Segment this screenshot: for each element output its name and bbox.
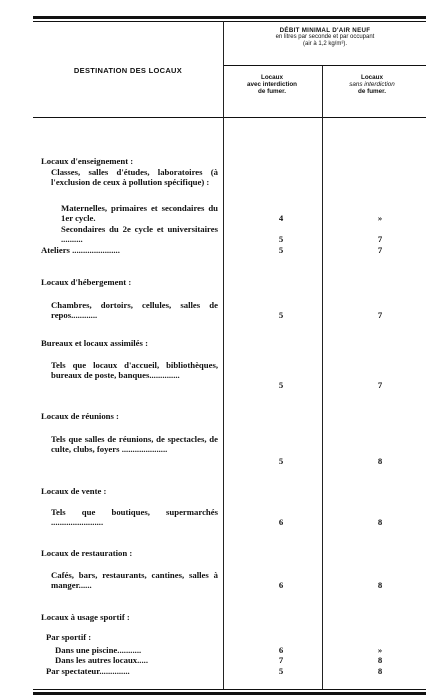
row-label: Ateliers ...................... [41,245,120,255]
top-rule-thin [33,21,426,22]
row-label: Locaux d'enseignement : [41,156,134,166]
value-without-ban: » [377,213,383,223]
value-with-ban: 6 [278,645,284,655]
header-destination: DESTINATION DES LOCAUX [73,66,183,75]
row-label: Tels que boutiques, supermarchés ........................ [51,507,218,527]
header-col2-line2: sans interdiction [349,81,395,89]
row-label: Secondaires du 2e cycle et universitaires .......... [61,224,218,244]
value-with-ban: 5 [278,245,284,255]
header-col-without-ban [322,74,422,96]
header-col2-line3: de fumer. [358,88,386,96]
row-label: Maternelles, primaires et secondaires du 1er cycle. [61,203,218,223]
row-label: Tels que salles de réunions, de spectacles, de culte, clubs, foyers ..................... [51,434,218,454]
row-label: Dans une piscine........... [55,645,142,655]
column-divider-1 [223,21,224,690]
value-with-ban: 5 [278,380,284,390]
bottom-rule-thin [33,689,426,690]
row-label: Locaux de vente : [41,486,107,496]
value-with-ban: 7 [278,655,284,665]
header-col1-line3: de fumer. [258,88,286,96]
header-debit-sub1: en litres par seconde et par occupant [275,34,375,41]
header-debit [224,27,426,48]
header-col1-line2: avec interdiction [246,81,298,89]
row-label: Classes, salles d'études, laboratoires (à l'exclusion de ceux à pollution spécifique) : [51,167,218,187]
row-label: Cafés, bars, restaurants, cantines, salles à manger...... [51,570,218,590]
header-debit-sub2: (air à 1,2 kg/m³). [302,41,347,48]
value-with-ban: 5 [278,456,284,466]
value-without-ban: 8 [377,666,383,676]
value-without-ban: 8 [377,517,383,527]
row-label: Chambres, dortoirs, cellules, salles de repos............ [51,300,218,320]
value-with-ban: 5 [278,666,284,676]
value-without-ban: 8 [377,580,383,590]
top-rule-thick [33,16,426,19]
value-without-ban: 7 [377,245,383,255]
value-with-ban: 6 [278,517,284,527]
row-label: Locaux de réunions : [41,411,119,421]
column-divider-2 [322,66,323,690]
value-without-ban: » [377,645,383,655]
header-bottom-rule [33,117,426,118]
row-label: Bureaux et locaux assimilés : [41,338,148,348]
value-with-ban: 6 [278,580,284,590]
header-col1-line1: Locaux [260,74,284,81]
row-label: Par spectateur.............. [46,666,130,676]
value-with-ban: 5 [278,310,284,320]
bottom-rule-thick [33,692,426,695]
row-label: Locaux d'hébergement : [41,277,132,287]
row-label: Dans les autres locaux..... [55,655,148,665]
header-mid-rule [224,65,426,66]
row-label: Locaux de restauration : [41,548,133,558]
value-with-ban: 4 [278,213,284,223]
value-without-ban: 8 [377,655,383,665]
value-without-ban: 7 [377,234,383,244]
value-without-ban: 7 [377,310,383,320]
value-with-ban: 5 [278,234,284,244]
value-without-ban: 7 [377,380,383,390]
header-debit-title: DÉBIT MINIMAL D'AIR NEUF [279,27,371,34]
row-label: Par sportif : [46,632,92,642]
row-label: Locaux à usage sportif : [41,612,130,622]
row-label: Tels que locaux d'accueil, bibliothèques, bureaux de poste, banques.............. [51,360,218,380]
header-col2-line1: Locaux [360,74,384,81]
value-without-ban: 8 [377,456,383,466]
header-col-with-ban [222,74,322,96]
